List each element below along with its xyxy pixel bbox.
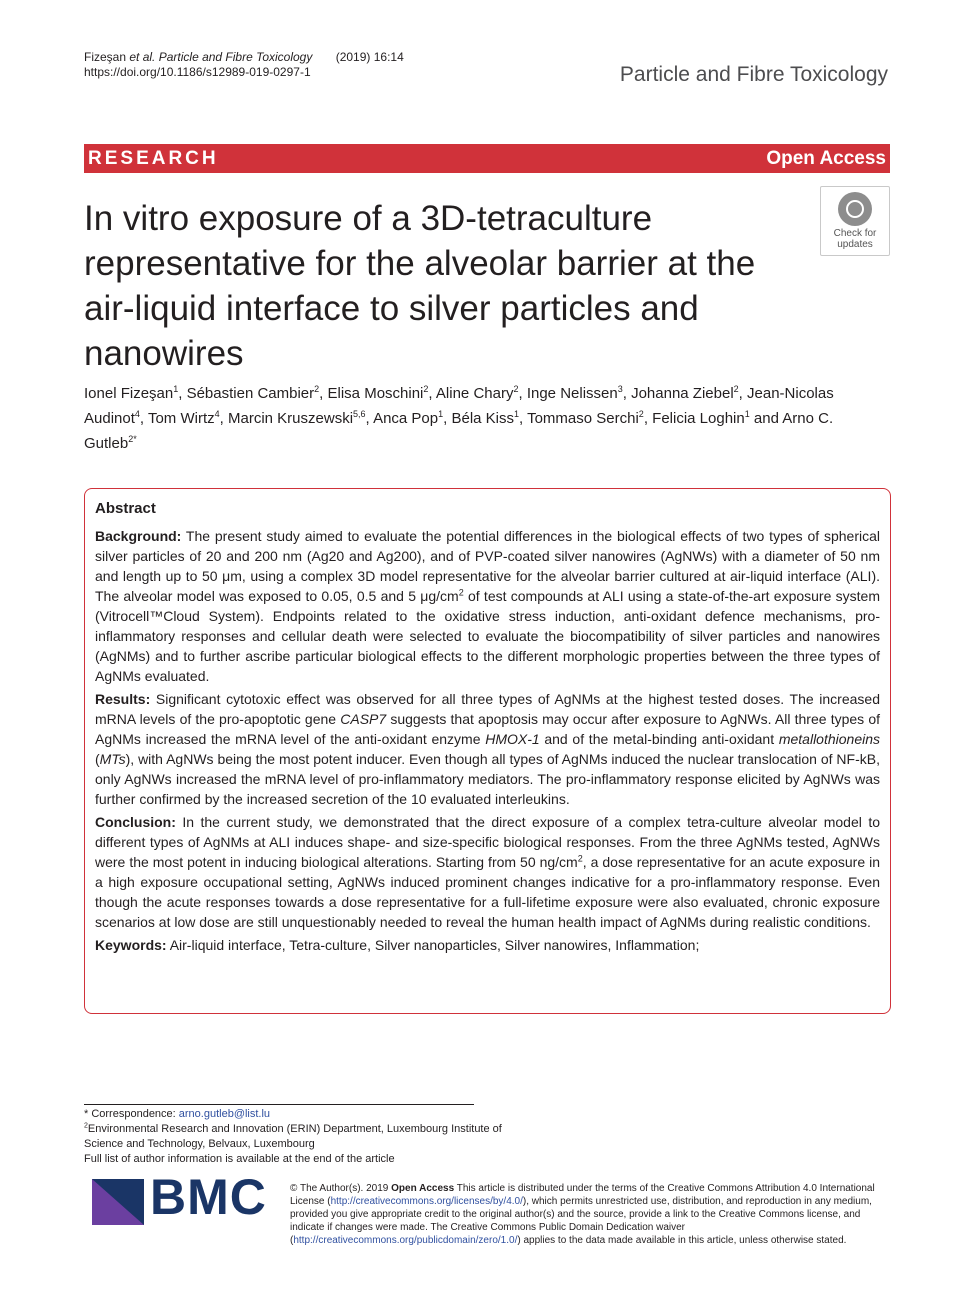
- author-name: Felicia Loghin: [652, 410, 745, 427]
- author-name: Tommaso Serchi: [527, 410, 639, 427]
- author-name: Ionel Fizeşan: [84, 385, 174, 402]
- author-name: Marcin Kruszewski: [228, 410, 354, 427]
- author-affiliation: 1: [173, 384, 179, 394]
- running-citation: [84, 50, 404, 65]
- citation-journal: et al. Particle and Fibre Toxicology: [129, 50, 313, 64]
- doi-link[interactable]: https://doi.org/10.1186/s12989-019-0297-1: [84, 65, 311, 79]
- public-domain-url[interactable]: http://creativecommons.org/publicdomain/zero/1.0/: [293, 1235, 518, 1246]
- abstract-results: Results: Significant cytotoxic effect was observed for all three types of AgNMs at the highest tested doses. The increased mRNA levels of the pro-apoptotic gene CASP7 suggests that apoptosis may occur after exposure to AgNWs. All three types of AgNMs increased the mRNA level of the anti-oxidant enzyme HMOX-1 and of the metal-binding anti-oxidant metallothioneins (MTs), with AgNWs being the most potent inducer. Even though all types of AgNMs induced the nuclear translocation of NF-kB, only AgNWs increased the mRNA level of pro-inflammatory mediators. The pro-inflammatory response elicited by AgNWs was further confirmed by the increased secretion of the 10 evaluated interleukins.: [95, 691, 881, 807]
- author-name: Elisa Moschini: [327, 385, 424, 402]
- author-affiliation: 3: [617, 384, 623, 394]
- author-list: Ionel Fizeşan$^1$, Sébastien Cambier$^2$, Elisa Moschini$^2$, Aline Chary$^2$, Inge Nelissen$^3$, Johanna Ziebel$^2$, Jean-Nicolas Audinot$^4$, Tom Wirtz$^4$, Marcin Kruszewski$^{5,6}$, Anca Pop$^1$, Béla Kiss$^1$, Tommaso Serchi$^2$, Felicia Loghin$^1$ and Arno C. Gutleb$^{2*}$: [84, 384, 834, 452]
- article-title: In vitro exposure of a 3D-tetraculture representative for the alveolar barrier at the air-liquid interface to silver particles and nanowires: [84, 199, 756, 373]
- author-affiliation: 2: [733, 384, 739, 394]
- author-affiliation: 4: [134, 409, 140, 419]
- abstract-conclusion: Conclusion: In the current study, we demonstrated that the direct exposure of a complex tetra-culture alveolar model to different types of AgNMs at ALI induces shape- and size-specific biological responses. From the three AgNMs tested, AgNWs were the most potent in inducing biological alterations. Starting from 50 $ng/cm^2$, a dose representative for an acute exposure in a high exposure occupational setting, AgNWs induced prominent changes indicative for a pro-inflammatory response. Even though the acute responses towards a dose representative for a full-lifetime exposure were also evaluated, chronic exposure scenarios at low dose are still unquestionably needed to reveal the human health impact of AgNMs during realistic conditions.: [95, 814, 881, 930]
- author-affiliation: 4: [214, 409, 220, 419]
- author-name: Béla Kiss: [451, 410, 514, 427]
- bookmark-icon: [838, 192, 872, 226]
- author-affiliation: 1: [514, 409, 520, 419]
- affiliation-text: Environmental Research and Innovation (ERIN) Department, Luxembourg Institute of Science and Technology, Belvaux, Luxembourg: [84, 1123, 502, 1150]
- correspondence-email[interactable]: arno.gutleb@list.lu: [178, 1108, 271, 1120]
- author-affiliation: 2*: [128, 434, 137, 444]
- author-name: Sébastien Cambier: [186, 385, 315, 402]
- journal-name: Particle and Fibre Toxicology: [619, 63, 888, 86]
- abstract-heading: Abstract: [95, 500, 156, 517]
- citation-author: Fizeşan: [84, 50, 127, 64]
- author-name: Jean-Nicolas Audinot: [84, 385, 834, 427]
- check-line1: Check for: [833, 228, 877, 239]
- bmc-logo-icon: [92, 1179, 144, 1225]
- open-access-label: Open Access: [766, 148, 886, 169]
- footnote: * Correspondence: arno.gutleb@list.lu $^2$Environmental Research and Innovation (ERIN) Department, Luxembourg Institute of Science and Technology, Belvaux, Luxembourg Full list of author information is available at the end of the article: [84, 1108, 502, 1165]
- check-line2: updates: [837, 239, 873, 250]
- full-list-note: Full list of author information is available at the end of the article: [84, 1153, 395, 1165]
- author-affiliation: 2: [423, 384, 429, 394]
- bmc-logo-text: BMC: [150, 1169, 267, 1225]
- article-type-label: RESEARCH: [88, 148, 219, 169]
- author-affiliation: 2: [638, 409, 644, 419]
- abstract-box: [84, 488, 891, 1014]
- article-type-banner: [84, 144, 890, 173]
- author-name: Johanna Ziebel: [631, 385, 734, 402]
- author-affiliation: 2: [513, 384, 519, 394]
- author-affiliation: 1: [438, 409, 444, 419]
- license-text: © The Author(s). 2019 Open Access This article is distributed under the terms of the Creative Commons Attribution 4.0 International License (http://creativecommons.org/licenses/by/4.0/), which permits unrestricted use, distribution, and reproduction in any medium, provided you give appropriate credit to the original author(s) and the source, provide a link to the Creative Commons license, and indicate if changes were made. The Creative Commons Public Domain Dedication waiver (http://creativecommons.org/publicdomain/zero/1.0/) applies to the data made available in this article, unless otherwise stated.: [290, 1183, 875, 1246]
- abstract-background: Background: The present study aimed to evaluate the potential differences in the biological effects of two types of spherical silver particles of 20 and 200 nm (Ag20 and Ag200), and of PVP-coated silver nanowires (AgNWs) with a diameter of 50 nm and length up to 50 μm, using a complex 3D model representative for the alveolar barrier cultured at air-liquid interface (ALI). The alveolar model was exposed to 0.05, 0.5 and 5 $\mu g/cm^2$ of test compounds at ALI using a state-of-the-art exposure system (Vitrocell™Cloud System). Endpoints related to the oxidative stress induction, anti-oxidant defence mechanisms, pro-inflammatory responses and cellular death were selected to evaluate the biocompatibility of silver particles and nanowires (AgNMs) and to further ascribe particular biological effects to the different morphologic properties between the three types of AgNMs evaluated.: [95, 528, 880, 684]
- author-name: Aline Chary: [435, 385, 514, 402]
- citation-year: (2019) 16:14: [335, 50, 404, 64]
- author-name: Anca Pop: [373, 410, 439, 427]
- author-name: Inge Nelissen: [526, 385, 618, 402]
- check-for-updates-badge[interactable]: [820, 186, 890, 256]
- author-affiliation: 5,6: [353, 409, 366, 419]
- author-name: Tom Wirtz: [147, 410, 215, 427]
- author-affiliation: 2: [314, 384, 320, 394]
- author-name: Arno C. Gutleb: [84, 410, 834, 452]
- license-url[interactable]: http://creativecommons.org/licenses/by/4.0/: [330, 1196, 523, 1207]
- footnote-rule: [84, 1104, 474, 1105]
- author-affiliation: 1: [744, 409, 750, 419]
- abstract-keywords: Keywords: Air-liquid interface, Tetra-culture, Silver nanoparticles, Silver nanowires, Inflammation;: [95, 937, 700, 953]
